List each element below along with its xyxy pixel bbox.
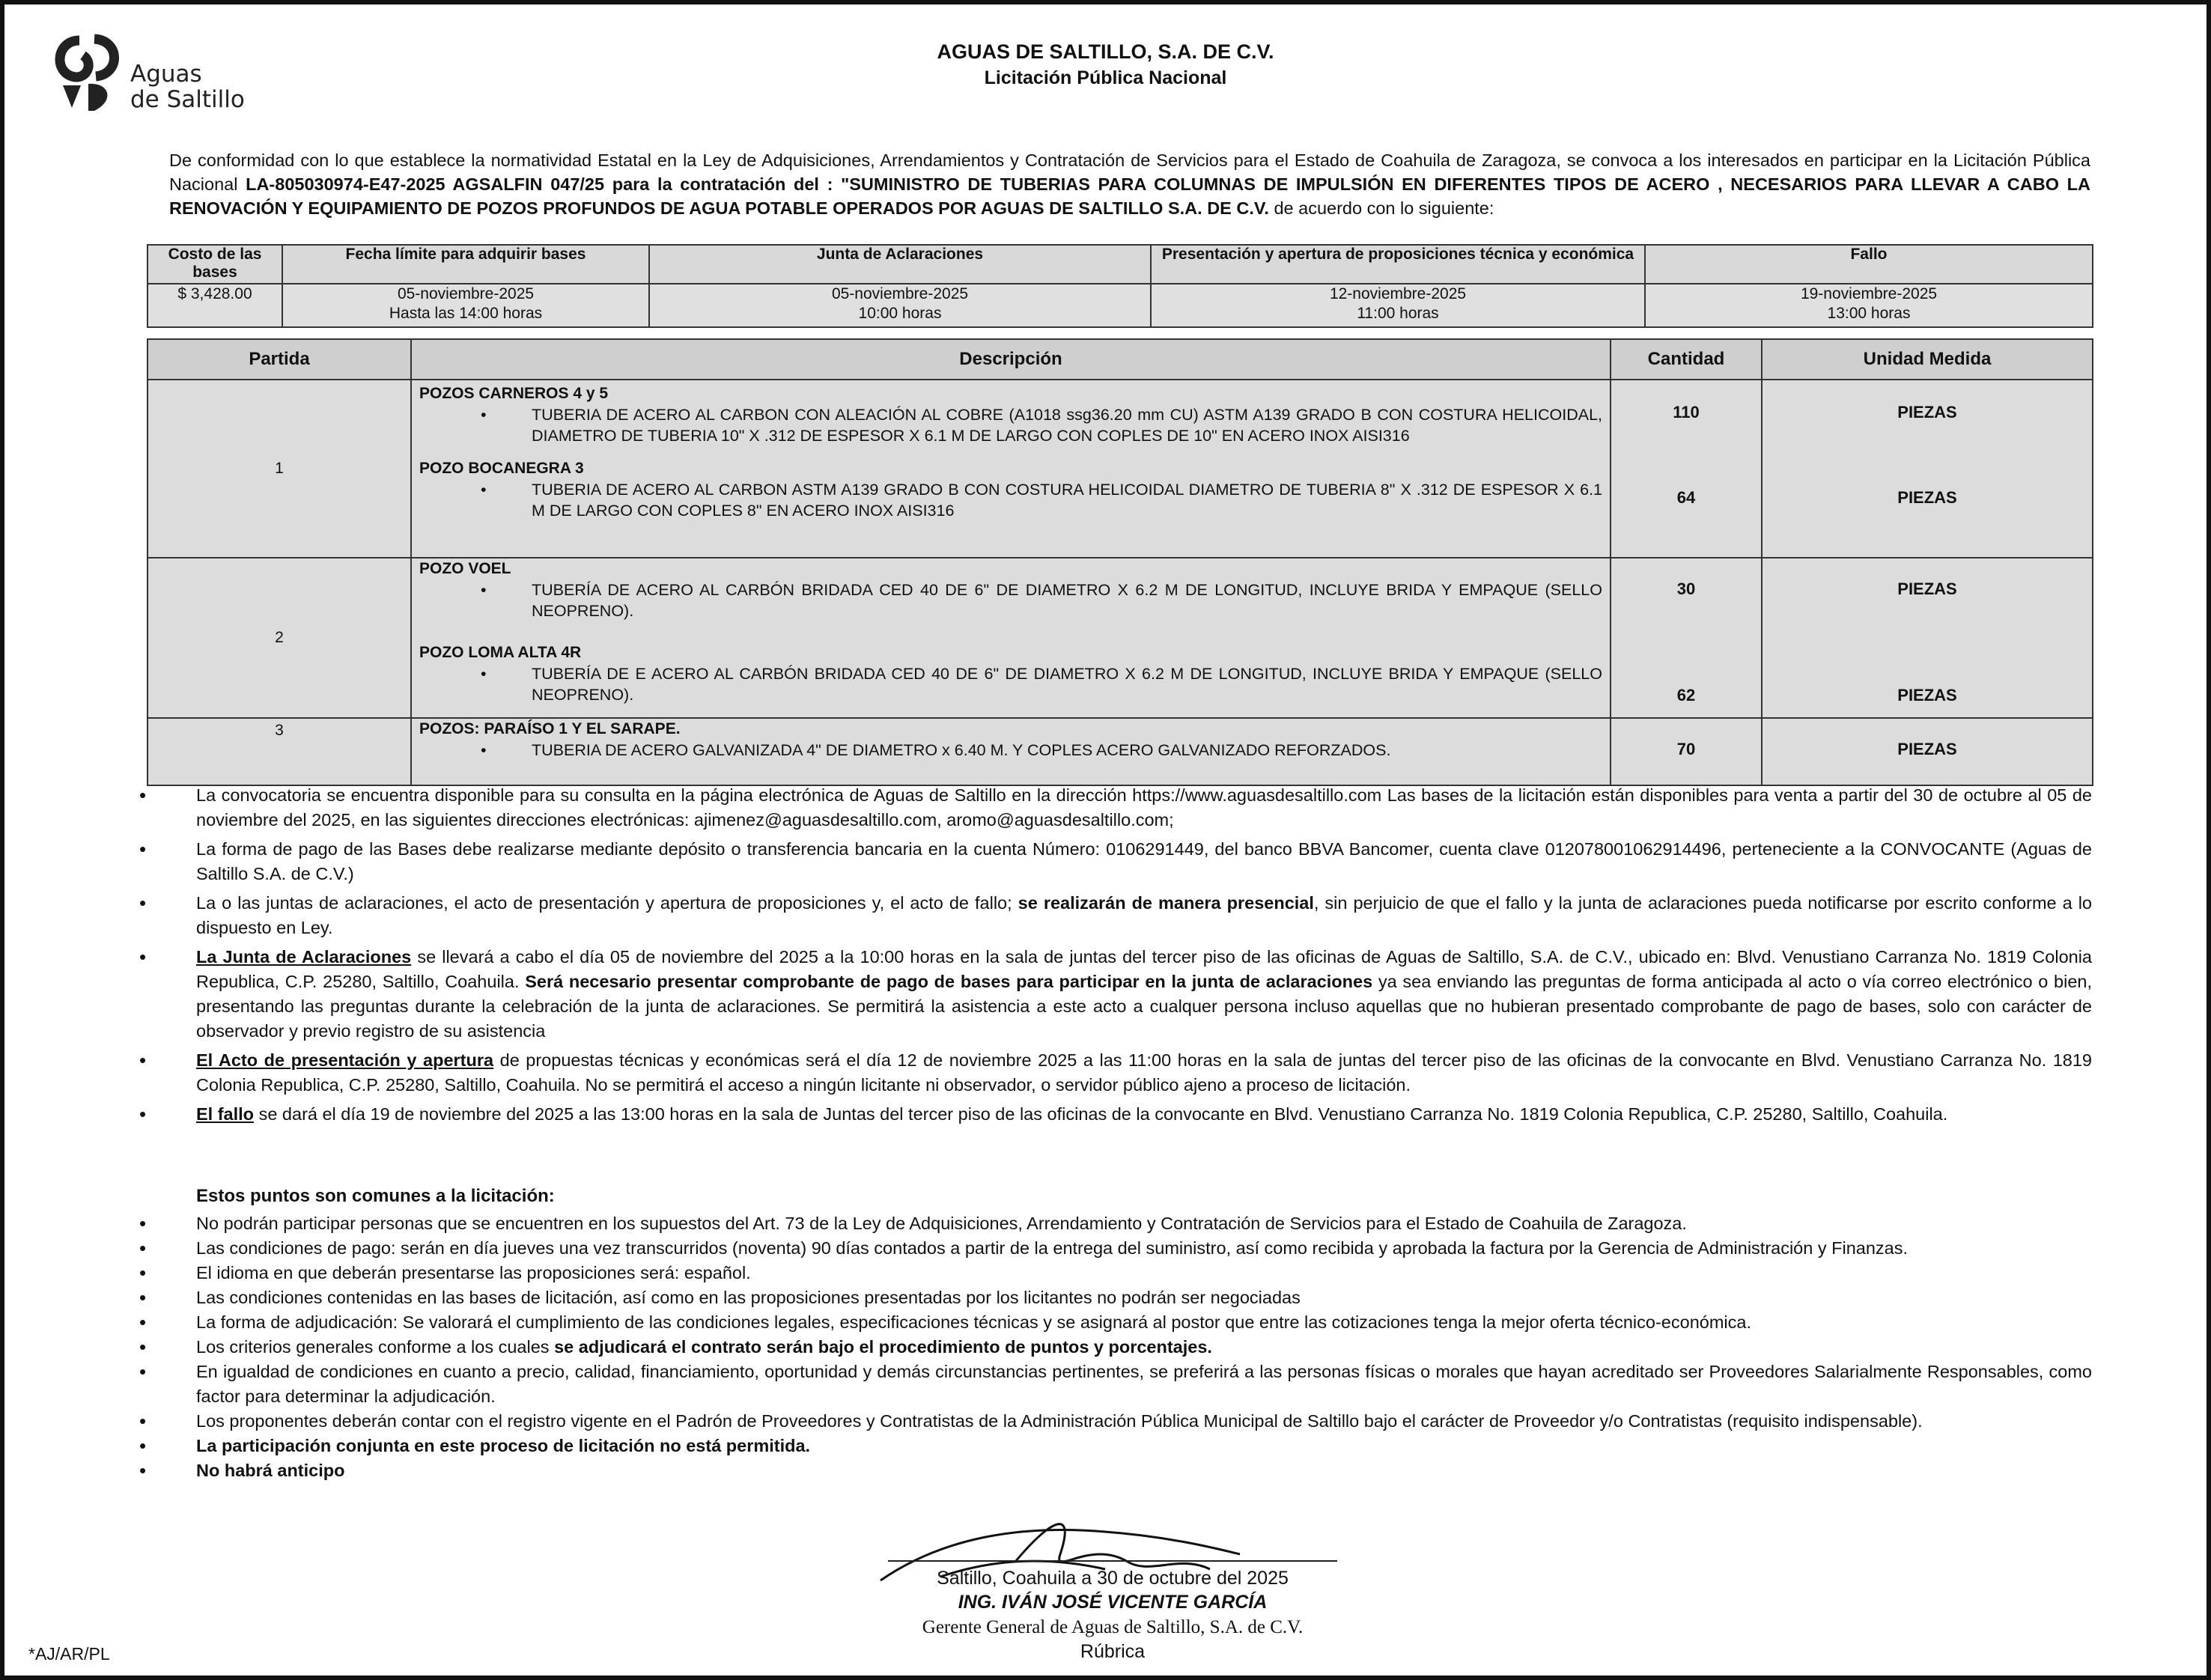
bullet-underline-text: La Junta de Aclaraciones (196, 947, 412, 967)
list-item: • No podrán participar personas que se encuentren en los supuestos del Art. 73 de la Ley de Adquisiciones, Arrendamiento y Contratación de Servicios para el Estado de Coahuila de Zaragoza. (139, 1212, 1687, 1235)
schedule-cell (282, 284, 649, 327)
table-row (147, 380, 2093, 558)
signatory-name: ING. IVÁN JOSÉ VICENTE GARCÍA (958, 1592, 1268, 1613)
bullet-bold-text: se adjudicará el contrato serán bajo el procedimiento de puntos y porcentajes. (554, 1337, 1212, 1357)
description-cell (411, 558, 1611, 718)
bullet-text: Los criterios generales conforme a los cuales (196, 1337, 555, 1357)
list-item: • Los proponentes deberán contar con el registro vigente en el Padrón de Proveedores y Contratistas de la Administración Pública Municipal de Saltillo bajo el carácter de Proveedor y/o Contratistas (requisito indispensable). (139, 1410, 1923, 1432)
items-header-partida: Partida (147, 339, 411, 380)
list-item: • La convocatoria se encuentra disponible para su consulta en la página electrónica de Aguas de Saltillo en la dirección https://www.aguasdesaltillo.com Las bases de la licitación están disponibles para venta a partir del 30 de octubre al 05 de noviembre del 2025, en las siguientes direcciones electrónicas: ajimenez@aguasdesaltillo.com, aromo@aguasdesaltillo.com; (139, 784, 2092, 830)
items-header-descripcion: Descripción (411, 339, 1611, 380)
schedule-value: 05-noviembre-2025 (831, 285, 969, 302)
group-title: POZOS CARNEROS 4 y 5 (419, 385, 609, 402)
schedule-value: 19-noviembre-2025 (1800, 285, 1938, 302)
intro-bold-text: LA-805030974-E47-2025 AGSALFIN 047/25 para la contratación del : "SUMINISTRO DE TUBERIAS PARA COLUMNAS DE IMPULSIÓN EN DIFERENTES TIPOS DE ACERO , NECESARIOS PARA LLEVAR A CABO LA RENOVACIÓN Y EQUIPAMIENTO DE POZOS PROFUNDOS DE AGUA POTABLE OPERADOS POR AGUAS DE SALTILLO S.A. DE C.V. (169, 174, 2090, 218)
schedule-cell (649, 284, 1151, 327)
schedule-header-fallo: Fallo (1645, 245, 2093, 284)
item-text: TUBERÍA DE ACERO AL CARBÓN BRIDADA CED 40 DE 6" DE DIAMETRO X 6.2 M DE LONGITUD, INCLUYE BRIDA Y EMPAQUE (SELLO NEOPRENO). (532, 581, 1602, 620)
page-title: AGUAS DE SALTILLO, S.A. DE C.V. (937, 40, 1274, 63)
description-cell (411, 380, 1611, 558)
schedule-value: Hasta las 14:00 horas (389, 305, 543, 322)
list-item: • El idioma en que deberán presentarse las proposiciones será: español. (139, 1261, 751, 1284)
schedule-header-cost: Costo de las bases (147, 245, 282, 284)
item-text: TUBERIA DE ACERO GALVANIZADA 4" DE DIAMETRO x 6.40 M. Y COPLES ACERO GALVANIZADO REFORZADOS. (532, 741, 1391, 759)
items-header-row (147, 339, 2093, 380)
bullet-text: La forma de adjudicación: Se valorará el cumplimiento de las condiciones legales, especificaciones técnicas y se asignará al postor que entre las cotizaciones tenga la mejor oferta técnico-económica. (196, 1312, 1751, 1332)
bullet-text: La convocatoria se encuentra disponible para su consulta en la página electrónica de Aguas de Saltillo en la dirección https://www.aguasdesaltillo.com Las bases de la licitación están disponibles para venta a partir del 30 de octubre al 05 de noviembre del 2025, en las siguientes direcciones electrónicas: ajimenez@aguasdesaltillo.com, aromo@aguasdesaltillo.com; (196, 785, 2092, 830)
table-row (147, 718, 2093, 785)
schedule-table (147, 244, 2093, 328)
list-item: • Las condiciones contenidas en las bases de licitación, así como en las proposiciones presentadas por los licitantes no podrán ser negociadas (139, 1286, 1301, 1309)
group-title: POZOS: PARAÍSO 1 Y EL SARAPE. (419, 720, 681, 737)
list-item: • TUBERIA DE ACERO AL CARBON CON ALEACIÓN AL COBRE (A1018 ssg36.20 mm CU) ASTM A139 GRADO B CON COSTURA HELICOIDAL, DIAMETRO DE TUBERIA 10" X .312 DE ESPESOR X 6.1 M DE LARGO CON COPLES DE 10" EN ACERO INOX AISI316 (481, 406, 1602, 445)
quantity-cell (1611, 380, 1762, 558)
unit-value: PIEZAS (1897, 488, 1957, 507)
unit-cell (1762, 558, 2093, 718)
unit-value: PIEZAS (1897, 579, 1957, 598)
list-item: • La o las juntas de aclaraciones, el acto de presentación y apertura de proposiciones y, el acto de fallo; se realizarán de manera presencial, sin perjuicio de que el fallo y la junta de aclaraciones pueda notificarse por escrito conforme a lo dispuesto en Ley. (139, 892, 2092, 937)
quantity-value: 62 (1676, 686, 1696, 704)
unit-cell (1762, 718, 2093, 785)
item-text: TUBERÍA DE E ACERO AL CARBÓN BRIDADA CED 40 DE 6" DE DIAMETRO X 6.2 M DE LONGITUD, INCLUYE BRIDA Y EMPAQUE (SELLO NEOPRENO). (532, 665, 1602, 704)
signatory-position: Gerente General de Aguas de Saltillo, S.A. de C.V. (922, 1617, 1304, 1637)
item-text: TUBERIA DE ACERO AL CARBON ASTM A139 GRADO B CON COSTURA HELICOIDAL DIAMETRO DE TUBERIA 8" X .312 DE ESPESOR X 6.1 M DE LARGO CON COPLES 8" EN ACERO INOX AISI316 (532, 481, 1602, 520)
schedule-cell (1151, 284, 1645, 327)
bullet-text: de propuestas técnicas y económicas será el día 12 de noviembre 2025 a las 11:00 horas en la sala de juntas del tercer piso de las oficinas de la convocante en Blvd. Venustiano Carranza No. 1819 Colonia Republica, C.P. 25280, Saltillo, Coahuila. No se permitirá el acceso a ningún licitante ni observador, o servidor público ajeno a proceso de licitación. (196, 1050, 2092, 1095)
list-item: • En igualdad de condiciones en cuanto a precio, calidad, financiamiento, oportunidad y demás circunstancias pertinentes, se preferirá a las personas físicas o morales que hayan acreditado ser Proveedores Salarialmente Responsables, como factor para determinar la adjudicación. (139, 1360, 2092, 1406)
bullet-text: No podrán participar personas que se encuentren en los supuestos del Art. 73 de la Ley de Adquisiciones, Arrendamiento y Contratación de Servicios para el Estado de Coahuila de Zaragoza. (196, 1214, 1687, 1233)
unit-value: PIEZAS (1897, 740, 1957, 758)
items-header-unidad: Unidad Medida (1762, 339, 2093, 380)
list-item: • La participación conjunta en este proceso de licitación no está permitida. (139, 1434, 811, 1457)
logo-line-2: de Saltillo (130, 86, 245, 113)
list-item: • La Junta de Aclaraciones se llevará a cabo el día 05 de noviembre del 2025 a la 10:00 horas en la sala de juntas del tercer piso de las oficinas de Aguas de Saltillo, S.A. de C.V., ubicado en: Blvd. Venustiano Carranza No. 1819 Colonia Republica, C.P. 25280, Saltillo, Coahuila. Será necesario presentar comprobante de pago de bases para participar en la junta de aclaraciones ya sea enviando las preguntas de forma anticipada al acto o vía correo electrónico o bien, presentando las preguntas durante la celebración de la junta de aclaraciones. Se permitirá la asistencia a este acto a cualquer persona incluso aquellas que no hubieran presentado comprobante de pago de bases, solo con carácter de observador y previo registro de su asistencia (139, 946, 2093, 1041)
bullet-underline-text: El fallo (196, 1104, 255, 1124)
list-item: • TUBERÍA DE E ACERO AL CARBÓN BRIDADA CED 40 DE 6" DE DIAMETRO X 6.2 M DE LONGITUD, INCLUYE BRIDA Y EMPAQUE (SELLO NEOPRENO). (481, 665, 1602, 704)
intro-paragraph (169, 148, 2090, 220)
quantity-cell (1611, 558, 1762, 718)
list-item: • TUBERIA DE ACERO AL CARBON ASTM A139 GRADO B CON COSTURA HELICOIDAL DIAMETRO DE TUBERIA 8" X .312 DE ESPESOR X 6.1 M DE LARGO CON COPLES 8" EN ACERO INOX AISI316 (481, 481, 1602, 520)
bullet-text: El idioma en que deberán presentarse las proposiciones será: español. (196, 1263, 751, 1282)
partida-cell: 1 (147, 380, 411, 558)
schedule-value: $ 3,428.00 (177, 285, 252, 302)
items-table (147, 338, 2093, 786)
bullet-text: , sin perjuicio de que el fallo y la junta de aclaraciones pueda notificarse por escrito conforme a lo dispuesto en Ley. (196, 893, 2092, 937)
unit-value: PIEZAS (1897, 686, 1957, 704)
common-points-title: Estos puntos son comunes a la licitación: (196, 1186, 555, 1206)
place-date: Saltillo, Coahuila a 30 de octubre del 2025 (937, 1568, 1289, 1589)
intro-text-1: De conformidad con lo que establece la normatividad Estatal en la Ley de Adquisiciones, Arrendamientos y Contratación de Servicios para el Estado de Coahuila de Zaragoza, se convoca a los interesados en participar en la Licitación Pública Nacional (169, 150, 2090, 194)
partida-cell: 2 (147, 558, 411, 718)
partida-cell: 3 (147, 718, 411, 785)
unit-value: PIEZAS (1897, 403, 1957, 421)
quantity-value: 70 (1676, 740, 1696, 758)
schedule-row (147, 284, 2093, 327)
bullet-bold-text: La participación conjunta en este proceso de licitación no está permitida. (196, 1436, 811, 1455)
schedule-header-deadline: Fecha límite para adquirir bases (282, 245, 649, 284)
schedule-value: 05-noviembre-2025 (397, 285, 535, 302)
list-item: • La forma de pago de las Bases debe realizarse mediante depósito o transferencia bancaria en la cuenta Número: 0106291449, del banco BBVA Bancomer, cuenta clave 012078001062914496, perteneciente a la CONVOCANTE (Aguas de Saltillo S.A. de C.V.) (139, 838, 2092, 883)
quantity-cell (1611, 718, 1762, 785)
items-header-cantidad: Cantidad (1611, 339, 1762, 380)
list-item: • La forma de adjudicación: Se valorará el cumplimiento de las condiciones legales, especificaciones técnicas y se asignará al postor que entre las cotizaciones tenga la mejor oferta técnico-económica. (139, 1311, 1751, 1333)
common-points-list (139, 1211, 2092, 1483)
quantity-value: 64 (1676, 488, 1696, 507)
bullet-text: se llevará a cabo el día 05 de noviembre del 2025 a la 10:00 horas en la sala de juntas del tercer piso de las oficinas de Aguas de Saltillo, S.A. de C.V., ubicado en: Blvd. Venustiano Carranza No. 1819 Colonia Republica, C.P. 25280, Saltillo, Coahuila. (196, 947, 2093, 991)
reference-initials: *AJ/AR/PL (28, 1644, 110, 1664)
bullet-bold-text: se realizarán de manera presencial (1018, 893, 1314, 913)
schedule-value: 12-noviembre-2025 (1329, 285, 1467, 302)
schedule-cell (147, 284, 282, 327)
list-item: • No habrá anticipo (139, 1459, 345, 1482)
bullet-text: Los proponentes deberán contar con el registro vigente en el Padrón de Proveedores y Contratistas de la Administración Pública Municipal de Saltillo bajo el carácter de Proveedor y/o Contratistas (requisito indispensable). (196, 1411, 1923, 1431)
bullet-bold-text: No habrá anticipo (196, 1461, 345, 1480)
group-title: POZO BOCANEGRA 3 (419, 460, 584, 477)
bullet-text: La forma de pago de las Bases debe realizarse mediante depósito o transferencia bancaria en la cuenta Número: 0106291449, del banco BBVA Bancomer, cuenta clave 012078001062914496, perteneciente a la CONVOCANTE (Aguas de Saltillo S.A. de C.V.) (196, 839, 2092, 883)
list-item: • El fallo se dará el día 19 de noviembre del 2025 a las 13:00 horas en la sala de Juntas del tercer piso de las oficinas de la convocante en Blvd. Venustiano Carranza No. 1819 Colonia Republica, C.P. 25280, Saltillo, Coahuila. (139, 1103, 1948, 1125)
bullet-underline-text: El Acto de presentación y apertura (196, 1050, 494, 1070)
bullet-bold-text: Será necesario presentar comprobante de pago de bases para participar en la junta de aclaraciones (525, 972, 1373, 991)
list-item: • TUBERIA DE ACERO GALVANIZADA 4" DE DIAMETRO x 6.40 M. Y COPLES ACERO GALVANIZADO REFORZADOS. (481, 741, 1391, 759)
bullet-text: ya sea enviando las preguntas de forma anticipada al acto o vía correo electrónico o bien, presentando las preguntas durante la celebración de la junta de aclaraciones. Se permitirá la asistencia a este acto a cualquer persona incluso aquellas que no hubieran presentado comprobante de pago de bases, solo con carácter de observador y previo registro de su asistencia (196, 972, 2092, 1041)
signature-line (888, 1560, 1337, 1562)
intro-text-2: de acuerdo con lo siguiente: (1268, 198, 1494, 218)
description-cell (411, 718, 1611, 785)
list-item: • El Acto de presentación y apertura de propuestas técnicas y económicas será el día 12 de noviembre 2025 a las 11:00 horas en la sala de juntas del tercer piso de las oficinas de la convocante en Blvd. Venustiano Carranza No. 1819 Colonia Republica, C.P. 25280, Saltillo, Coahuila. No se permitirá el acceso a ningún licitante ni observador, o servidor público ajeno a proceso de licitación. (139, 1049, 2092, 1095)
logo-line-1: Aguas (130, 61, 202, 88)
group-title: POZO LOMA ALTA 4R (419, 644, 582, 661)
page-subtitle: Licitación Pública Nacional (984, 67, 1227, 88)
schedule-value: 13:00 horas (1827, 305, 1911, 322)
group-title: POZO VOEL (419, 560, 511, 577)
bullet-text: Las condiciones contenidas en las bases de licitación, así como en las proposiciones presentadas por los licitantes no podrán ser negociadas (196, 1288, 1301, 1307)
schedule-value: 10:00 horas (858, 305, 942, 322)
schedule-cell (1645, 284, 2093, 327)
bullet-text: Las condiciones de pago: serán en día jueves una vez transcurridos (noventa) 90 días contados a partir de la entrega del suministro, así como recibida y aprobada la factura por la Gerencia de Administración y Finanzas. (196, 1238, 1909, 1258)
bullet-text: La o las juntas de aclaraciones, el acto de presentación y apertura de proposiciones y, el acto de fallo; (196, 893, 1018, 913)
schedule-header-presentacion: Presentación y apertura de proposiciones técnica y económica (1151, 245, 1645, 284)
bullet-text: se dará el día 19 de noviembre del 2025 a las 13:00 horas en la sala de Juntas del tercer piso de las oficinas de la convocante en Blvd. Venustiano Carranza No. 1819 Colonia Republica, C.P. 25280, Saltillo, Coahuila. (254, 1104, 1948, 1124)
unit-cell (1762, 380, 2093, 558)
bullet-text: En igualdad de condiciones en cuanto a precio, calidad, financiamiento, oportunidad y demás circunstancias pertinentes, se preferirá a las personas físicas o morales que hayan acreditado ser Proveedores Salarialmente Responsables, como factor para determinar la adjudicación. (196, 1362, 2092, 1406)
item-text: TUBERIA DE ACERO AL CARBON CON ALEACIÓN AL COBRE (A1018 ssg36.20 mm CU) ASTM A139 GRADO B CON COSTURA HELICOIDAL, DIAMETRO DE TUBERIA 10" X .312 DE ESPESOR X 6.1 M DE LARGO CON COPLES DE 10" EN ACERO INOX AISI316 (532, 406, 1602, 445)
quantity-value: 30 (1676, 579, 1696, 598)
list-item: • Las condiciones de pago: serán en día jueves una vez transcurridos (noventa) 90 días contados a partir de la entrega del suministro, así como recibida y aprobada la factura por la Gerencia de Administración y Finanzas. (139, 1237, 1909, 1259)
list-item: • TUBERÍA DE ACERO AL CARBÓN BRIDADA CED 40 DE 6" DE DIAMETRO X 6.2 M DE LONGITUD, INCLUYE BRIDA Y EMPAQUE (SELLO NEOPRENO). (481, 581, 1602, 620)
table-row (147, 558, 2093, 718)
schedule-header-junta: Junta de Aclaraciones (649, 245, 1151, 284)
rubrica-label: Rúbrica (1080, 1641, 1146, 1662)
schedule-value: 11:00 horas (1357, 305, 1439, 322)
conditions-list (139, 783, 2092, 1131)
schedule-header-row (147, 245, 2093, 284)
quantity-value: 110 (1673, 403, 1700, 421)
list-item: • Los criterios generales conforme a los cuales se adjudicará el contrato serán bajo el procedimiento de puntos y porcentajes. (139, 1336, 1212, 1358)
